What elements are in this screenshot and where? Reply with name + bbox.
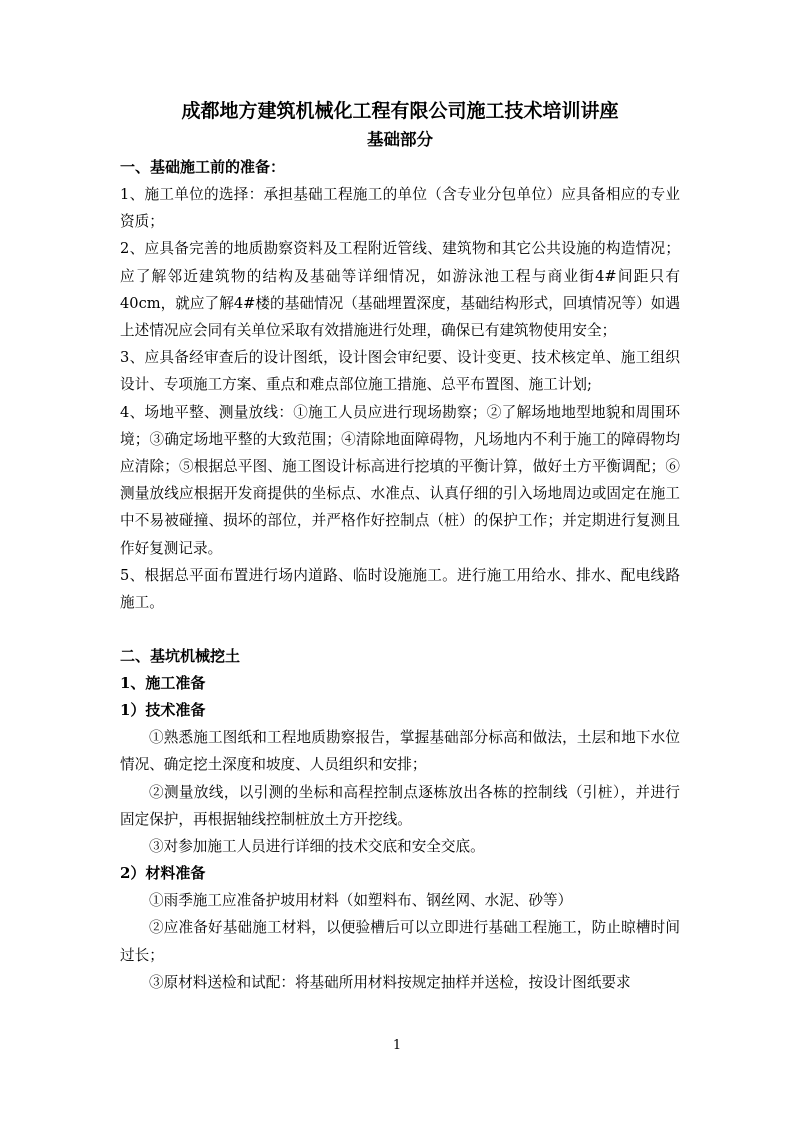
document-title: 成都地方建筑机械化工程有限公司施工技术培训讲座 (181, 100, 619, 122)
tech-item-1: ①熟悉施工图纸和工程地质勘察报告，掌握基础部分标高和做法，土层和地下水位情况、确定挖土深度和坡度、人员组织和安排； (120, 729, 680, 774)
section2-heading: 二、基坑机械挖土 (120, 647, 241, 666)
page-number: 1 (392, 1038, 402, 1053)
document-page (120, 96, 680, 996)
material-item-2: ②应准备好基础施工材料，以便验槽后可以立即进行基础工程施工，防止晾槽时间过长； (120, 919, 680, 964)
paragraph-3: 3、应具备经审查后的设计图纸，设计图会审纪要、设计变更、技术核定单、施工组织设计、专项施工方案、重点和难点部位施工措施、总平布置图、施工计划; (120, 349, 680, 394)
tech-item-2: ②测量放线，以引测的坐标和高程控制点逐栋放出各栋的控制线（引桩），并进行固定保护，再根据轴线控制桩放土方开挖线。 (120, 783, 680, 828)
subheading-material-prep: 2）材料准备 (120, 864, 206, 883)
paragraph-4: 4、场地平整、测量放线：①施工人员应进行现场勘察；②了解场地地型地貌和周围环境；③确定场地平整的大致范围；④清除地面障碍物，凡场地内不利于施工的障碍物均应清除；⑤根据总平图、施工图设计标高进行挖填的平衡计算，做好土方平衡调配；⑥测量放线应根据开发商提供的坐标点、水准点、认真仔细的引入场地周边或固定在施工中不易被碰撞、损坏的部位，并严格作好控制点（桩）的保护工作；并定期进行复测且作好复测记录。 (120, 403, 680, 557)
material-item-1: ①雨季施工应准备护坡用材料（如塑料布、钢丝网、水泥、砂等） (149, 892, 573, 910)
paragraph-2: 2、应具备完善的地质勘察资料及工程附近管线、建筑物和其它公共设施的构造情况；应了解邻近建筑物的结构及基础等详细情况，如游泳池工程与商业街4#间距只有40cm，就应了解4#楼的基础情况（基础埋置深度，基础结构形式，回填情况等）如遇上述情况应会同有关单位采取有效措施进行处理，确保已有建筑物使用安全； (120, 240, 680, 340)
material-item-3: ③原材料送检和试配：将基础所用材料按规定抽样并送检，按设计图纸要求 (149, 973, 631, 991)
paragraph-1: 1、施工单位的选择：承担基础工程施工的单位（含专业分包单位）应具备相应的专业资质； (120, 186, 680, 231)
paragraph-5: 5、根据总平面布置进行场内道路、临时设施施工。进行施工用给水、排水、配电线路施工。 (120, 566, 680, 612)
document-subtitle: 基础部分 (367, 130, 433, 149)
subheading-construction-prep: 1、施工准备 (120, 674, 206, 693)
blank-line (120, 616, 680, 643)
section1-heading: 一、基础施工前的准备： (120, 158, 286, 176)
subheading-technical-prep: 1）技术准备 (120, 701, 206, 720)
tech-item-3: ③对参加施工人员进行详细的技术交底和安全交底。 (149, 838, 485, 856)
